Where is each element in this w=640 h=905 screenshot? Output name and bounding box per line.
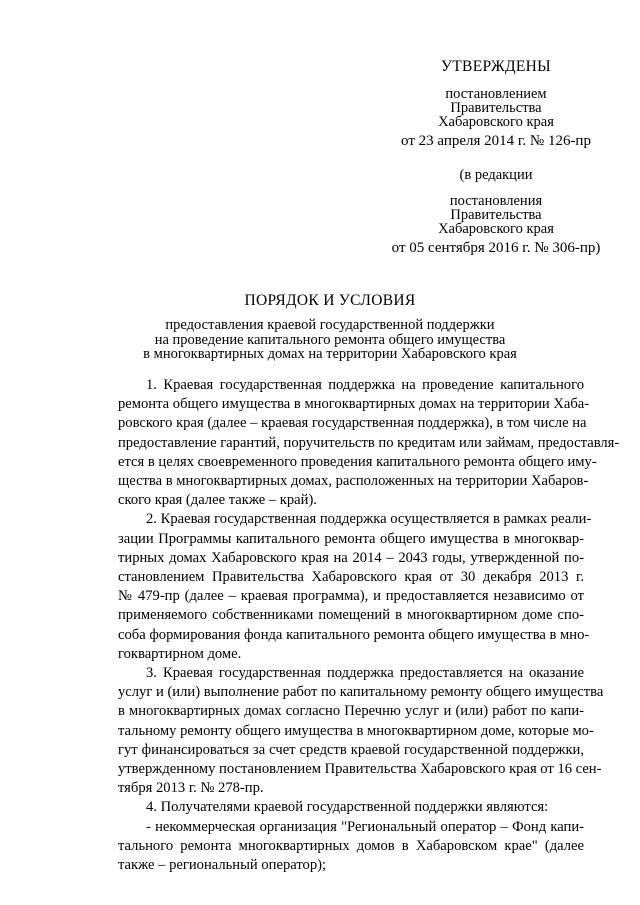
body-line: - некоммерческая организация "Региональный оператор – Фонд капи-	[146, 818, 584, 835]
body-line: становлением Правительства Хабаровского края от 30 декабря 2013 г.	[118, 569, 584, 586]
redaction-line: постановления	[449, 193, 543, 209]
approval-line: постановлением	[445, 86, 547, 102]
body-line: в многоквартирных домах согласно Перечню услуг и (или) работ по капи-	[118, 703, 584, 720]
body-line: № 479-пр (далее – краевая программа), и предоставляется независимо от	[118, 588, 584, 605]
body-line: гут финансироваться за счет средств краевой государственной поддержки,	[118, 741, 584, 758]
body-line: тальному ремонту общего имущества в многоквартирном доме, которые мо-	[118, 722, 594, 739]
body-line: предоставление гарантий, поручительств по кредитам или займам, предоставля-	[118, 434, 620, 451]
body-line: соба формирования фонда капитального ремонта общего имущества в мно-	[118, 626, 590, 643]
redaction-open: (в редакции	[459, 167, 533, 183]
body-line: ремонта общего имущества в многоквартирных домах на территории Хаба-	[118, 396, 590, 413]
redaction-date: от 05 сентября 2016 г. № 306-пр)	[391, 240, 601, 256]
body-line: тирных домах Хабаровского края на 2014 – 2043 годы, утвержденной по-	[118, 549, 584, 566]
body-line: щества в многоквартирных домах, расположенных на территории Хабаров-	[118, 473, 589, 490]
document-body	[118, 376, 620, 875]
approval-heading: УТВЕРЖДЕНЫ	[441, 58, 551, 75]
body-line: 2. Краевая государственная поддержка осуществляется в рамках реали-	[146, 511, 592, 528]
document-subtitle	[60, 318, 600, 362]
document-title: ПОРЯДОК И УСЛОВИЯ	[244, 292, 416, 309]
redaction-note	[380, 168, 612, 255]
body-line: также – региональный оператор);	[118, 857, 327, 874]
body-line: зации Программы капитального ремонта общего имущества в многоквар-	[118, 530, 584, 547]
subtitle-line: предоставления краевой государственной поддержки	[165, 317, 495, 333]
redaction-line: Хабаровского края	[438, 221, 554, 237]
body-line: применяемого собственниками помещений в многоквартирном доме спо-	[118, 607, 584, 624]
approval-line: Хабаровского края	[438, 114, 554, 130]
body-line: тального ремонта многоквартирных домов в Хабаровском крае" (далее	[118, 837, 584, 854]
body-line: ровского края (далее – краевая государственная поддержка), в том числе на	[118, 415, 587, 432]
body-line: гоквартирном доме.	[118, 645, 242, 662]
approval-date: от 23 апреля 2014 г. № 126-пр	[401, 133, 591, 149]
approval-stamp	[380, 58, 612, 255]
approval-line: Правительства	[450, 100, 542, 116]
redaction-line: Правительства	[450, 207, 542, 223]
subtitle-line: на проведение капитального ремонта общего имущества	[154, 331, 506, 348]
body-line: тября 2013 г. № 278-пр.	[118, 780, 264, 797]
body-line: 1. Краевая государственная поддержка на проведение капитального	[146, 377, 584, 393]
body-line: услуг и (или) выполнение работ по капитальному ремонту общего имущества	[118, 684, 604, 701]
body-line: ется в целях своевременного проведения капитального ремонта общего иму-	[118, 453, 597, 470]
body-line: ского края (далее также – край).	[118, 492, 317, 509]
body-line: утвержденному постановлением Правительства Хабаровского края от 16 сен-	[118, 761, 602, 778]
body-line: 3. Краевая государственная поддержка предоставляется на оказание	[146, 665, 584, 682]
subtitle-line: в многоквартирных домах на территории Хабаровского края	[143, 346, 517, 362]
body-line: 4. Получателями краевой государственной поддержки являются:	[146, 799, 549, 816]
